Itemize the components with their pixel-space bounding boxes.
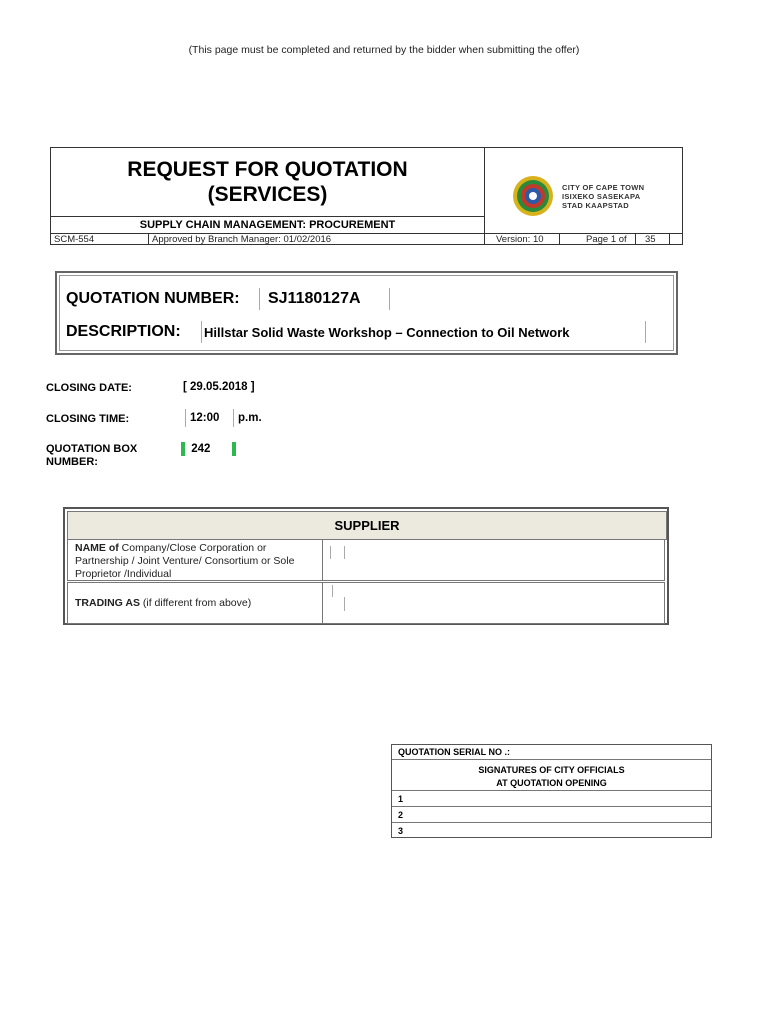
- trading-as-input[interactable]: [324, 583, 664, 623]
- serial-number-label: QUOTATION SERIAL NO .:: [392, 745, 711, 760]
- quotation-number-label: QUOTATION NUMBER:: [66, 290, 240, 307]
- signature-row-3[interactable]: 3: [398, 826, 404, 836]
- version-label: Version: 10: [496, 234, 544, 245]
- page-total: 35: [645, 234, 656, 245]
- city-logo-icon: [511, 174, 555, 218]
- form-title: REQUEST FOR QUOTATION: [127, 158, 408, 181]
- quotation-serial-table: [391, 744, 712, 838]
- signatures-heading: SIGNATURES OF CITY OFFICIALS AT QUOTATION OPENING: [392, 761, 711, 791]
- approval-note: Approved by Branch Manager: 01/02/2016: [152, 234, 332, 245]
- page-instruction-note: (This page must be completed and returned by the bidder when submitting the offer): [188, 44, 580, 56]
- form-footer-row: [51, 233, 682, 245]
- closing-time-value[interactable]: 12:00: [190, 412, 220, 424]
- quotation-box-value[interactable]: 242: [181, 442, 236, 456]
- description-value[interactable]: Hillstar Solid Waste Workshop – Connection to Oil Network: [204, 325, 570, 340]
- trading-as-label: TRADING AS (if different from above): [68, 583, 323, 623]
- page-label: Page 1 of: [586, 234, 627, 245]
- form-code: SCM-554: [54, 234, 95, 245]
- trading-as-row: [67, 582, 665, 624]
- city-logo-text: CITY OF CAPE TOWN ISIXEKO SASEKAPA STAD KAAPSTAD: [562, 183, 645, 210]
- supplier-table: [63, 507, 669, 625]
- form-header: [50, 147, 683, 245]
- supplier-name-input[interactable]: [324, 540, 664, 580]
- quotation-box-label: QUOTATION BOX NUMBER:: [46, 443, 138, 468]
- closing-time-label: CLOSING TIME:: [46, 413, 130, 425]
- closing-date-value[interactable]: [ 29.05.2018 ]: [183, 381, 255, 393]
- field-highlight-right: [232, 442, 236, 456]
- supplier-name-row: [67, 539, 665, 581]
- supplier-name-label: NAME of Company/Close Corporation or Partnership / Joint Venture/ Consortium or Sole Proprietor /Individual: [68, 540, 323, 580]
- description-label: DESCRIPTION:: [66, 323, 181, 340]
- supplier-heading: SUPPLIER: [67, 511, 667, 540]
- department-subtitle: SUPPLY CHAIN MANAGEMENT: PROCUREMENT: [51, 216, 485, 234]
- signature-row-2[interactable]: 2: [392, 808, 711, 823]
- field-highlight-left: [181, 442, 185, 456]
- closing-date-label: CLOSING DATE:: [46, 382, 132, 394]
- signature-row-1[interactable]: 1: [392, 792, 711, 807]
- closing-time-suffix: p.m.: [238, 412, 262, 424]
- logo-cell: [484, 148, 683, 234]
- quotation-box: [55, 271, 678, 355]
- form-title-services: (SERVICES): [207, 183, 328, 206]
- quotation-number-value[interactable]: SJ1180127A: [268, 290, 361, 307]
- title-cell: [51, 148, 485, 216]
